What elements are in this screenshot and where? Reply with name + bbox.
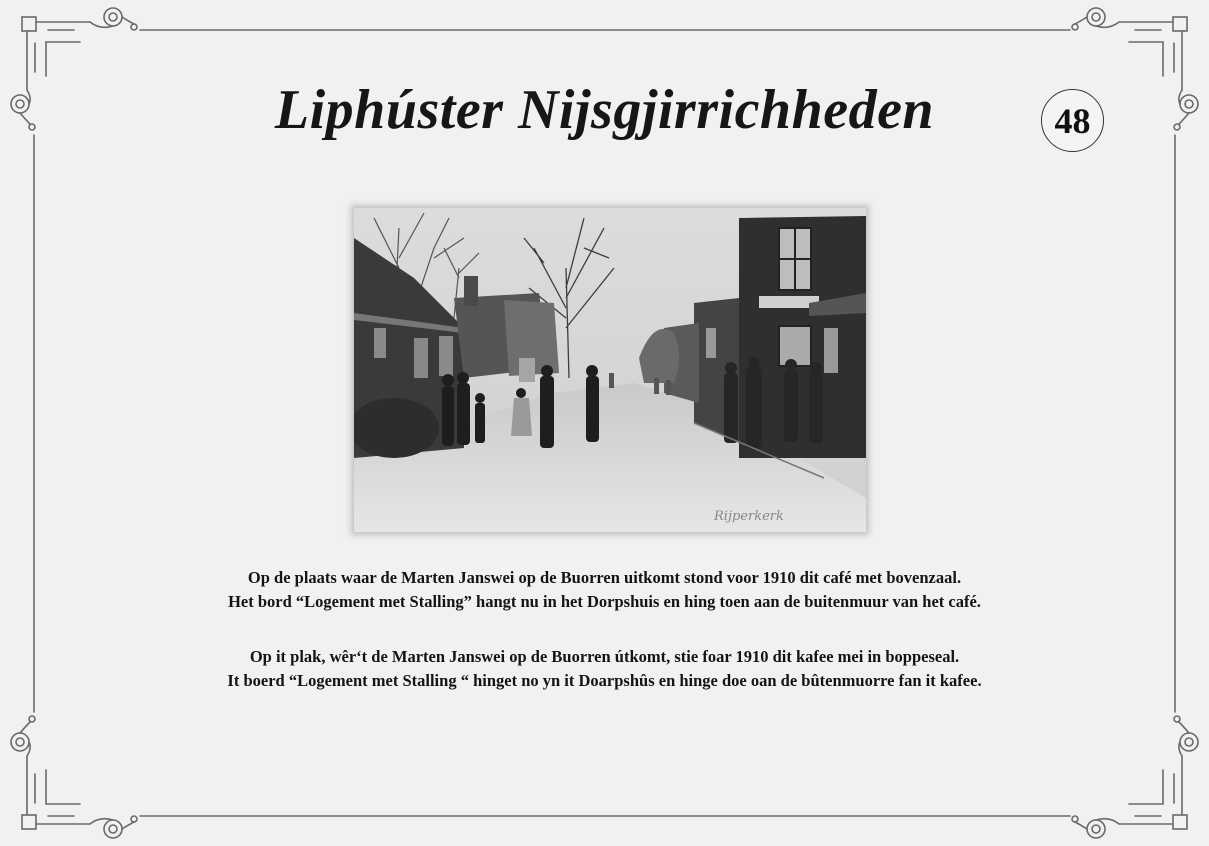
- caption-dutch: [0, 566, 1209, 614]
- caption-frisian-line-1: Op it plak, wêr‘t de Marten Janswei op de Buorren útkomt, stie foar 1910 dit kafee mei in boppeseal.: [249, 647, 960, 666]
- page-number-badge: 48: [1041, 89, 1104, 152]
- caption-frisian-line-2: It boerd “Logement met Stalling “ hinget no yn it Doarpshûs en hinge doe oan de bûtenmuorre fan it kafee.: [227, 671, 982, 690]
- page-title: Liphúster Nijsgjirrichheden: [274, 79, 935, 141]
- historic-photo: [354, 208, 866, 532]
- caption-dutch-line-1: Op de plaats waar de Marten Janswei op de Buorren uitkomt stond voor 1910 dit café met bovenzaal.: [247, 568, 962, 587]
- caption-dutch-line-2: Het bord “Logement met Stalling” hangt nu in het Dorpshuis en hing toen aan de buitenmuur van het café.: [228, 592, 981, 611]
- photo-signature: Rijperkerk: [714, 509, 784, 524]
- caption-frisian: [0, 645, 1209, 693]
